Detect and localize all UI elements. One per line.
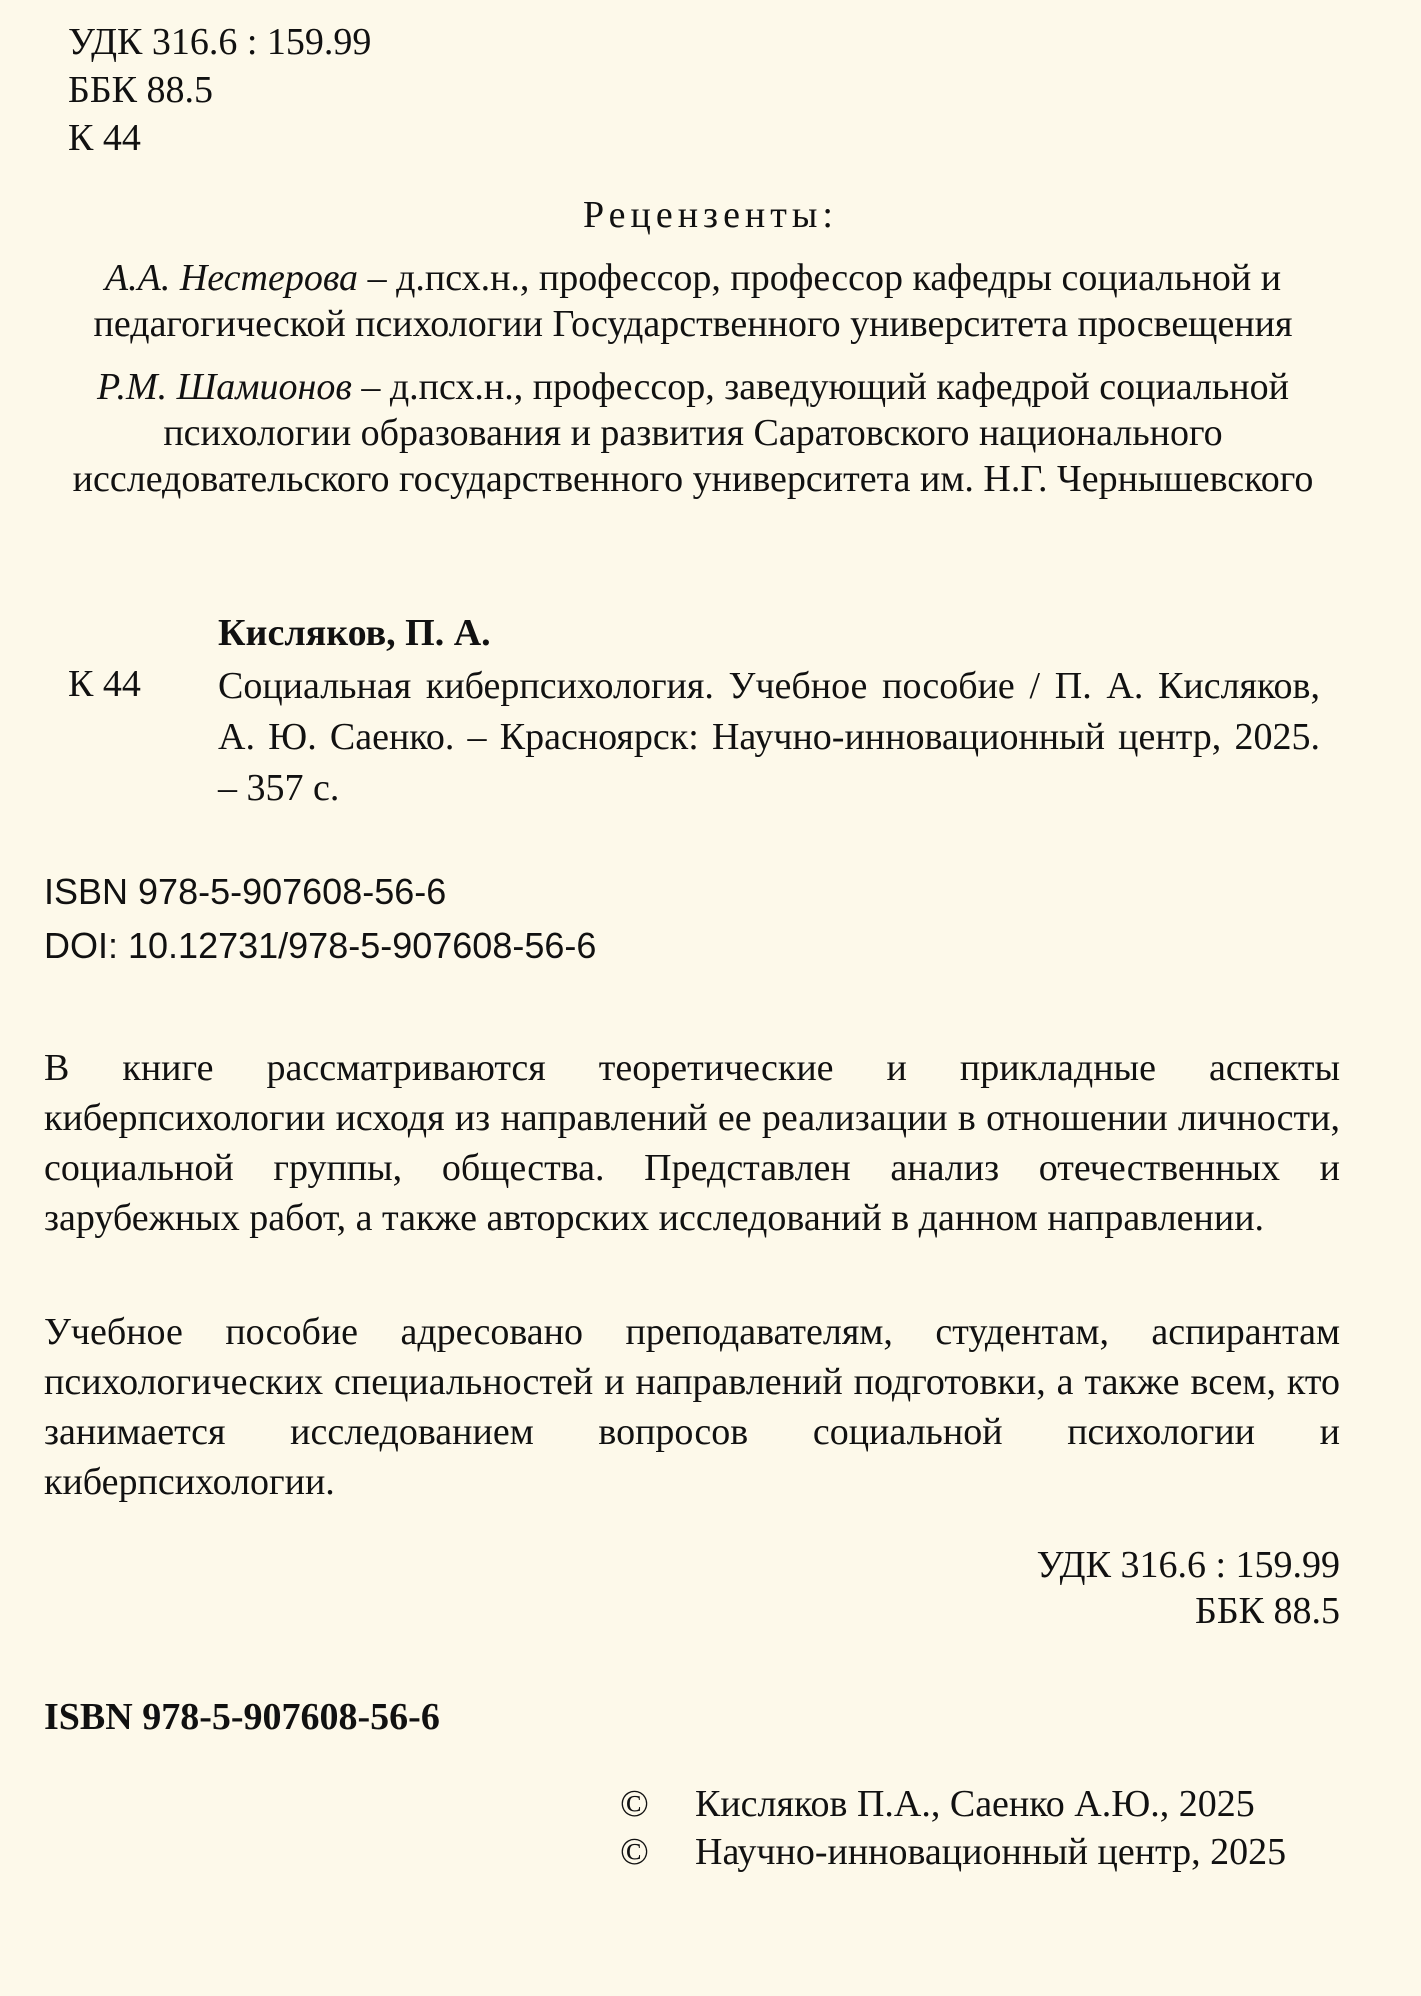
classification-codes [68, 18, 371, 162]
bbk-code: ББК 88.5 [68, 69, 213, 111]
udk-code: УДК 316.6 : 159.99 [68, 21, 372, 63]
reviewer-1-text: – д.псх.н., профессор, профессор кафедры социальной и педагогической психологии Государственного университета просвещения [93, 257, 1293, 345]
reviewer-1 [48, 255, 1338, 347]
doi: DOI: 10.12731/978-5-907608-56-6 [44, 925, 597, 966]
bibliographic-description: Социальная киберпсихология. Учебное пособие / П. А. Кисляков, А. Ю. Саенко. – Красноярск: Научно-инновационный центр, 2025. – 357 с. [218, 665, 1320, 809]
copyright-line [620, 1828, 1286, 1876]
reviewer-2-text: – д.псх.н., профессор, заведующий кафедрой социальной психологии образования и развития Саратовского национального исследовательского государственного университета им. Н.Г. Чернышевского [72, 366, 1314, 500]
copyright-line [620, 1780, 1286, 1828]
footer-bbk-code: ББК 88.5 [1195, 1590, 1340, 1632]
identifiers [44, 865, 596, 973]
reviewer-1-name: А.А. Нестерова [104, 257, 359, 299]
copyright-text: Кисляков П.А., Саенко А.Ю., 2025 [695, 1783, 1255, 1825]
author-mark: К 44 [68, 117, 141, 159]
footer-classification-codes [1037, 1542, 1340, 1634]
isbn: ISBN 978-5-907608-56-6 [44, 871, 447, 912]
footer-udk-code: УДК 316.6 : 159.99 [1036, 1544, 1340, 1586]
isbn-bold: ISBN 978-5-907608-56-6 [44, 1696, 440, 1738]
reviewer-2-name: Р.М. Шамионов [97, 366, 352, 408]
copyright-text: Научно-инновационный центр, 2025 [695, 1831, 1287, 1873]
reviewer-2 [48, 364, 1338, 502]
bibliographic-code: К 44 [68, 663, 141, 705]
reviewers-heading: Рецензенты: [583, 194, 838, 236]
annotation-paragraph-2: Учебное пособие адресовано преподавателям, студентам, аспирантам психологических специальностей и направлений подготовки, а также всем, кто занимается исследованием вопросов социальной психологии и киберпсихологии. [44, 1311, 1340, 1503]
book-author: Кисляков, П. А. [218, 612, 491, 654]
copyright-block [620, 1780, 1286, 1876]
copyright-symbol: © [620, 1783, 649, 1825]
annotation-paragraph-1: В книге рассматриваются теоретические и прикладные аспекты киберпсихологии исходя из направлений ее реализации в отношении личности, социальной группы, общества. Представлен анализ отечественных и зарубежных работ, а также авторских исследований в данном направлении. [44, 1047, 1340, 1239]
copyright-symbol: © [620, 1831, 649, 1873]
